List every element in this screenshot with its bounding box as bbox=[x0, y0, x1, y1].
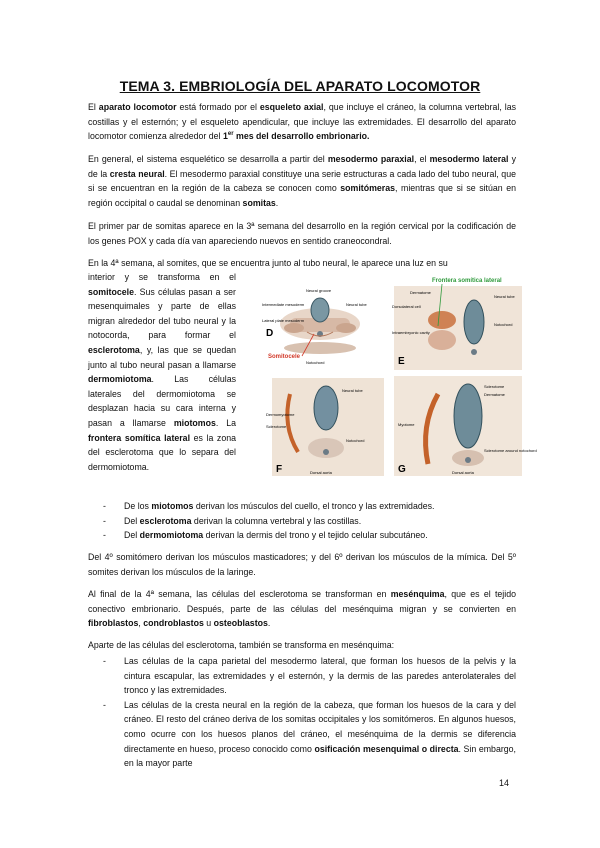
document-title: TEMA 3. EMBRIOLOGÍA DEL APARATO LOCOMOTOR bbox=[119, 78, 481, 94]
label-neural-groove: Neural groove bbox=[306, 288, 332, 293]
label-myotome: Myotome bbox=[398, 422, 415, 427]
panel-f bbox=[266, 378, 384, 476]
panel-e bbox=[392, 278, 522, 370]
label-dermatome-e: Dermatome bbox=[410, 290, 431, 295]
label-dorsal-aorta-g: Dorsal aorta bbox=[452, 470, 474, 475]
panel-d bbox=[262, 288, 367, 365]
panel-f-label: F bbox=[276, 464, 283, 475]
page-number: 14 bbox=[499, 778, 510, 788]
paragraph-somitomeres: Del 4º somitómero derivan los músculos masticadores; y del 6º derivan los músculos de la mímica. Del 5º somites derivan los músculos de la laringe. bbox=[88, 552, 516, 577]
label-notochord-d: Notochord bbox=[306, 360, 325, 365]
label-frontera: Frontera somítica lateral bbox=[432, 278, 502, 284]
embryo-somite-figure bbox=[262, 276, 537, 480]
label-dermatome-g: Dermatome bbox=[484, 392, 505, 397]
paragraph-origin: En general, el sistema esquelético se desarrolla a partir del mesodermo paraxial, el mesodermo lateral y de la cresta neural. El mesodermo paraxial constituye una serie estructuras a cada lado del tubo neural, que si se encuentran en la región de la cabeza se conocen como somitómeras, mientras que si se sitúan en región occipital o caudal se denominan somitas. bbox=[88, 154, 516, 208]
mesenchyme-sources-list bbox=[88, 654, 516, 771]
label-sclerotome-g: Sclerotome bbox=[484, 384, 505, 389]
paragraph-week4-first-line: En la 4ª semana, al somites, que se encuentra junto al tubo neural, le aparece una luz en su bbox=[88, 258, 448, 268]
panel-g-label: G bbox=[398, 464, 406, 475]
panel-d-label: D bbox=[266, 328, 274, 339]
paragraph-intro: El aparato locomotor está formado por el esqueleto axial, que incluye el cráneo, la columna vertebral, las costillas y el esternón; y el esqueleto apendicular, que incluye las extremidades. El desarrollo del aparato locomotor comienza alrededor del 1er mes del desarrollo embrionario. bbox=[88, 102, 516, 142]
paragraph-week4: interior y se transforma en el somitocele. Sus células pasan a ser mesenquimales y parte de ellas migran alrededor del tubo neural y la notocorda, para formar el esclerotoma, y, las que se quedan junto al tubo neural pasan a llamarse dermomiotoma. Las células laterales del dermomiotoma se desplazan hacia su cara interna y pasan a llamarse miotomos. La frontera somítica lateral es la zona del esclerotoma que lo separa del dermomiotoma. bbox=[88, 272, 237, 472]
label-intraembryonic: Intraembryonic cavity bbox=[392, 330, 430, 335]
label-lateral-plate: Lateral plate mesoderm bbox=[262, 318, 305, 323]
label-neural-tube-d: Neural tube bbox=[346, 302, 367, 307]
label-dermomyotome: Dermomyotome bbox=[266, 412, 295, 417]
panel-e-label: E bbox=[398, 356, 405, 367]
label-sclerotome-f: Sclerotome bbox=[266, 424, 287, 429]
panel-g bbox=[394, 376, 537, 476]
label-neural-tube-e: Neural tube bbox=[494, 294, 515, 299]
paragraph-somites: El primer par de somitas aparece en la 3ª semana del desarrollo en la región cervical por la codificación de los genes POX y cada día van apareciendo nuevos en sentido craneocondral. bbox=[88, 221, 516, 246]
label-somitocele: Somitocele bbox=[268, 354, 301, 360]
label-dorsal-aorta-f: Dorsal aorta bbox=[310, 470, 332, 475]
list-item: - Las células de la capa parietal del mesodermo lateral, que forman los huesos de la pelvis y la cintura escapular, las extremidades y el esternón, y la dermis de las paredes anterolaterales del tronco y las extremidades. bbox=[103, 656, 516, 696]
derivatives-list bbox=[88, 499, 516, 543]
list-item: - Del dermomiotoma derivan la dermis del trono y el tejido celular subcutáneo. bbox=[103, 530, 428, 541]
label-intermediate: Intermediate mesoderm bbox=[262, 302, 305, 307]
label-dorsolateral: Dorsolateral cell bbox=[392, 304, 421, 309]
paragraph-also-mesenchyme: Aparte de las células del esclerotoma, también se transforma en mesénquima: bbox=[88, 640, 395, 650]
list-item: - Las células de la cresta neural en la región de la cabeza, que forman los huesos de la cara y del cráneo. El resto del cráneo deriva de los somitas occipitales y los somitómeros. En algunos huesos, como ocurre con los huesos planos del cráneo, el mesénquima de la dermis se diferencia directamente en hueso, proceso conocido como osificación mesenquimal o directa. Sin embargo, en la mayor parte bbox=[103, 699, 516, 769]
label-notochord-e: Notochord bbox=[494, 322, 513, 327]
label-neural-tube-f: Neural tube bbox=[342, 388, 363, 393]
list-item: - De los miotomos derivan los músculos del cuello, el tronco y las extremidades. bbox=[103, 501, 435, 511]
label-notochord-f: Notochord bbox=[346, 438, 365, 443]
paragraph-mesenchyme: Al final de la 4ª semana, las células del esclerotoma se transforman en mesénquima, que es el tejido conectivo embrionario. Después, parte de las células del mesénquima migran y se convierten en fibroblastos, condroblastos u osteoblastos. bbox=[88, 589, 516, 629]
label-sclerotome-around: Sclerotome around notochord bbox=[484, 448, 537, 453]
list-item: - Del esclerotoma derivan la columna vertebral y las costillas. bbox=[103, 515, 362, 526]
